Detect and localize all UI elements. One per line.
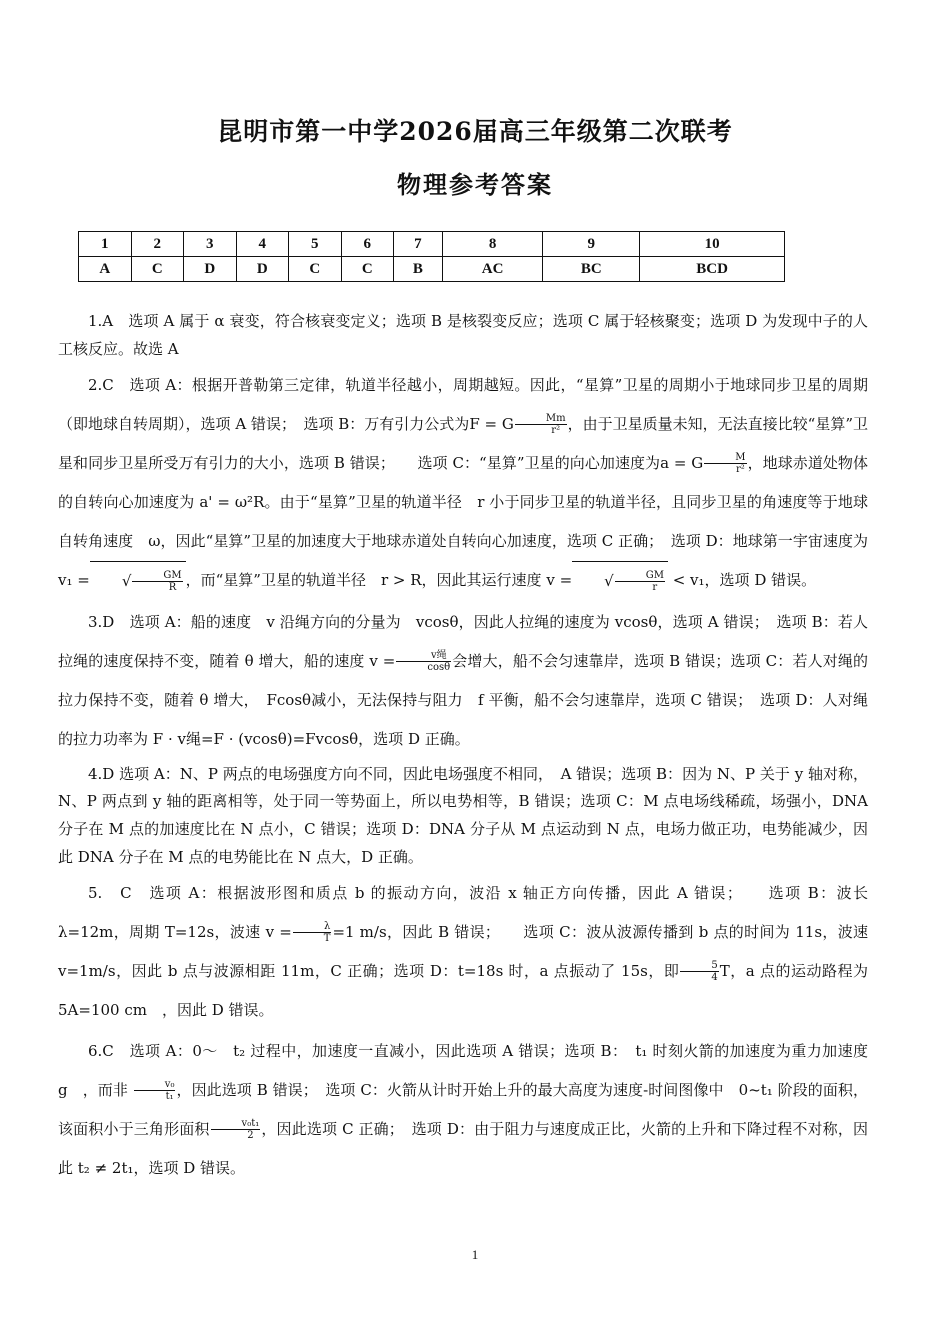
answer-cell: C	[341, 257, 394, 282]
text-run: ，由于卫星质量未知，无法直接比较“星算”卫星和同步卫星所受万有引力的大小，选项 B 错误； 选项 C：“星算”卫星的向心加速度为	[58, 414, 869, 472]
answer-cell: AC	[442, 257, 543, 282]
question-number-cell: 10	[640, 232, 785, 257]
formula-first-cosmic-velocity	[58, 570, 186, 593]
formula-text: F = G	[469, 414, 514, 433]
formula-text: a = G	[660, 453, 704, 472]
text-run: ，因此 B 错误； 选项 C：波从波源传播到 b 点的时间为 11s，波速 v=1m/s，因此 b 点与波源相距 11m，C 正确；选项 D：t=18s 时，a 点振动了 15s，即	[58, 922, 869, 980]
answer-cell: D	[236, 257, 289, 282]
explanation-q1: 1.A 选项 A 属于 α 衰变，符合核衰变定义；选项 B 是核裂变反应；选项 C 属于轻核聚变；选项 D 为发现中子的人工核反应。故选 A	[58, 312, 868, 358]
text-run: 会增大，船不会匀速靠岸，选项 B 错误；选项 C：若人对绳的拉力保持不变，随着 θ 增大， Fcosθ减小，无法保持与阻力 f 平衡，船不会匀速靠岸，选项 C 错误； 选项 D：人对绳的拉力功率为 F · v绳=F · (vcosθ)=Fvcosθ，选项 D 正确。	[58, 651, 868, 748]
text-run: ，因此选项 B 错误； 选项 C：火箭从计时开始上升的最大高度为速度-时间图像中 0~t₁ 阶段的面积，该面积小于三角形面积	[58, 1080, 868, 1138]
explanation-q5	[58, 874, 868, 1030]
formula-wave-speed	[265, 921, 387, 944]
question-number-cell: 5	[289, 232, 342, 257]
formula-gravity	[469, 413, 567, 436]
formula-boat-velocity	[369, 650, 452, 673]
formula-text: =1 m/s	[332, 922, 387, 941]
fraction-denominator: cosθ	[427, 662, 451, 673]
answer-table	[78, 231, 785, 282]
answer-cell: B	[394, 257, 443, 282]
fraction-numerator: √ GM	[615, 570, 665, 582]
formula-text: < v₁	[672, 570, 705, 589]
formula-acceleration	[660, 452, 747, 475]
text-run: 3.D 选项 A：船的速度 v 沿绳方向的分量为 vcosθ，因此人拉绳的速度为 vcosθ，选项 A 错误； 选项 B：若人拉绳的速度保持不变，随着 θ 增大，船的速度	[58, 612, 868, 670]
fraction-numerator: λ	[293, 921, 332, 933]
fraction	[515, 413, 567, 436]
explanations	[58, 308, 884, 1190]
fraction-numerator: Mm	[515, 413, 567, 425]
fraction	[704, 452, 746, 475]
explanation-q2	[58, 366, 868, 601]
page-title: 昆明市第一中学2026届高三年级第二次联考	[217, 117, 733, 146]
text-run: ，地球赤道处物体的自转向心加速度为	[58, 453, 868, 511]
fraction-numerator: M	[704, 452, 746, 464]
question-number-cell: 9	[543, 232, 640, 257]
fraction-numerator: √ GM	[132, 570, 182, 582]
formula-text: v₁ =	[58, 570, 90, 589]
fraction-denominator: r²	[736, 464, 745, 475]
answer-cell: A	[79, 257, 132, 282]
text-run: 。由于“星算”卫星的轨道半径 r 小于同步卫星的轨道半径，且同步卫星的角速度等于地球自转角速度 ω，因此“星算”卫星的加速度大于地球赤道处自转向心加速度，选项 C 正确； 选项 D：地球第一宇宙速度为	[58, 492, 869, 550]
explanation-q6	[58, 1032, 884, 1188]
text-run: ，因此选项 C 正确； 选项 D：由于阻力与速度成正比，火箭的上升和下降过程不对称，因此 t₂ ≠ 2t₁，选项 D 错误。	[58, 1119, 868, 1177]
formula-orbit-velocity	[546, 570, 705, 593]
text-run: ，a 点的运动路程为 5A=100 cm ，因此 D 错误。	[58, 961, 868, 1019]
explanation-q3	[58, 603, 868, 759]
text-run: 6.C 选项 A：0～ t₂ 过程中，加速度一直减小，因此选项 A 错误；选项 B： t₁ 时刻火箭的加速度为重力加速度 g ，而非	[58, 1041, 884, 1099]
answer-cell: C	[289, 257, 342, 282]
formula-period-fraction	[679, 960, 730, 983]
answer-cell: D	[184, 257, 237, 282]
answer-table-answer-row	[79, 257, 785, 282]
answer-cell: BC	[543, 257, 640, 282]
fraction-denominator: T	[323, 933, 331, 944]
question-number-cell: 3	[184, 232, 237, 257]
fraction	[132, 570, 182, 593]
question-number-cell: 6	[341, 232, 394, 257]
fraction-numerator: v绳	[396, 650, 451, 662]
fraction-numerator: 5	[680, 960, 718, 972]
question-number-cell: 7	[394, 232, 443, 257]
text-run: ，选项 D 错误。	[704, 570, 817, 589]
formula-text: v =	[265, 922, 292, 941]
formula-text: v =	[369, 651, 396, 670]
page-subtitle: 物理参考答案	[397, 170, 553, 199]
fraction	[293, 921, 332, 944]
text-run: 5. C 选项 A：根据波形图和质点 b 的振动方向，波沿 x 轴正方向传播，因此 A 错误； 选项 B：波长 λ=12m，周期 T=12s，波速	[58, 883, 868, 941]
text-run: 2.C 选项 A：根据开普勒第三定律，轨道半径越小，周期越短。因此，“星算”卫星的周期小于地球同步卫星的周期（即地球自转周期），选项 A 错误； 选项 B：万有引力公式为	[58, 375, 868, 433]
answer-table-number-row	[79, 232, 785, 257]
fraction-denominator: R	[168, 582, 177, 593]
fraction-denominator: 2	[247, 1130, 254, 1141]
formula-text: v =	[546, 570, 573, 589]
question-number-cell: 1	[79, 232, 132, 257]
formula-centripetal: a' = ω²R	[199, 492, 265, 511]
answer-cell: BCD	[640, 257, 785, 282]
fraction-numerator: v₀	[134, 1079, 176, 1091]
fraction-denominator: r²	[551, 425, 561, 436]
question-number-cell: 8	[442, 232, 543, 257]
text-run: ，而“星算”卫星的轨道半径 r > R，因此其运行速度	[185, 570, 542, 589]
page-number: 1	[471, 1247, 479, 1262]
question-number-cell: 2	[131, 232, 184, 257]
fraction-denominator: t₁	[165, 1091, 174, 1102]
fraction	[396, 650, 451, 673]
fraction	[615, 570, 665, 593]
formula-text: T	[719, 961, 730, 980]
fraction	[211, 1118, 261, 1141]
fraction-numerator: v₀t₁	[211, 1118, 261, 1130]
fraction-denominator: 4	[711, 972, 718, 983]
explanation-q4: 4.D 选项 A：N、P 两点的电场强度方向不同，因此电场强度不相同， A 错误；选项 B：因为 N、P 关于 y 轴对称，N、P 两点到 y 轴的距离相等，处于同一等势面上，所以电势相等，B 错误；选项 C：M 点电场线稀疏，场强小，DNA 分子在 M 点的加速度比在 N 点小，C 错误；选项 D：DNA 分子从 M 点运动到 N 点，电场力做正功，电势能减少，因此 DNA 分子在 M 点的电势能比在 N 点大，D 正确。	[58, 764, 868, 866]
fraction	[134, 1079, 176, 1102]
fraction	[680, 960, 718, 983]
square-root	[572, 561, 668, 601]
square-root	[90, 561, 186, 601]
fraction-denominator: r	[652, 582, 658, 593]
question-number-cell: 4	[236, 232, 289, 257]
answer-cell: C	[131, 257, 184, 282]
